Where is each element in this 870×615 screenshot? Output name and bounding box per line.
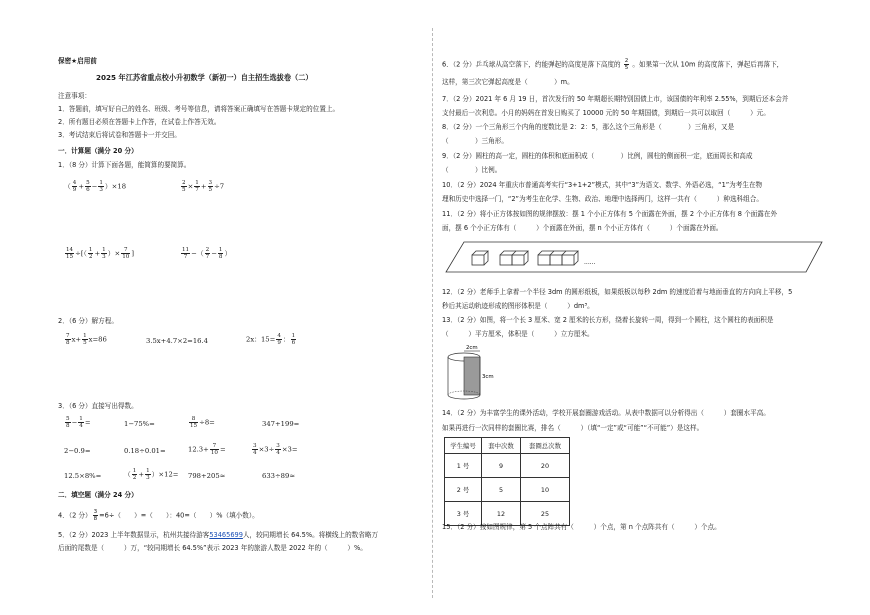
question-4: 4．（2 分） $\frac{3}{8}$ =6÷（ ）=（ ）：40=（ ）%（填小数）。: [58, 509, 259, 522]
question-11-line2: 面，摆 6 个小正方体有（ ）个面露在外面，摆 n 个小正方体有（ ）个面露在外面。: [442, 224, 723, 232]
continuation-dots: ......: [584, 259, 596, 266]
column-divider: [432, 28, 433, 598]
question-5-line1: [58, 531, 378, 539]
question-9-line1: 9．（2 分）圆柱的高一定，圆柱的体积和底面积成（ ）比例，圆柱的侧面积一定，底面周长和高成: [442, 152, 753, 160]
table-header-row: [445, 438, 570, 454]
table-cell: 2 号: [445, 478, 482, 502]
q1-item-4: $\frac{11}{7}$ −（ $\frac{2}{7}$ − $\frac{1}{8}$ ）: [182, 247, 232, 260]
question-15: 15．（2 分）按如图规律，第 5 个点阵共有（ ）个点，第 n 个点阵共有（ ）个点。: [442, 523, 721, 531]
q5-pre: 5．（2 分）2023 上半年数据显示，杭州共接待游客: [58, 531, 210, 539]
height-label: 3cm: [482, 374, 494, 380]
question-14-line1: 14．（2 分）为丰富学生的课外活动，学校开展套圈游戏活动。从表中数据可以分析得出（ ）套圈水平高。: [442, 409, 770, 417]
q5-number: 53465699: [209, 531, 243, 539]
question-11-line1: 11．（2 分）将小正方体按如图的规律摆放：摆 1 个小正方体有 5 个面露在外面，摆 2 个小正方体有 8 个面露在外: [442, 210, 778, 218]
secret-label: 保密★启用前: [58, 57, 97, 65]
table-row: [445, 454, 570, 478]
q3-r1-c1: $\frac{5}{8}$ − $\frac{1}{4}$ =: [66, 416, 91, 429]
table-cell: 25: [521, 502, 570, 526]
question-12-line2: 秒后其运动轨迹形成的图形体积是（ ）dm³。: [442, 302, 594, 310]
cube-group-1: [472, 251, 488, 265]
question-12-line1: 12．（2 分）老师手上拿着一个半径 3dm 的圆形纸板，如果纸板以每秒 2dm 的速度沿着与地面垂直的方向向上平移，5: [442, 288, 793, 296]
question-10-line2: 理和历史中选择一门，“2”为考生在化学、生物、政治、地理中选择两门，这样一共有（ ）种选科组合。: [442, 195, 763, 203]
question-8-line1: 8．（2 分）一个三角形三个内角的度数比是 2：2：5，那么这个三角形是（ ）三角形，又是: [442, 123, 735, 131]
table-header: 学生编号: [445, 438, 482, 454]
question-7-line1: 7．（2 分）2021 年 6 月 19 日，首次发行的 50 年期超长期特别国债上市，该国债的年利率 2.55%，到期后还本会并: [442, 95, 789, 103]
question-13-line2: （ ）平方厘米，体积是（ ）立方厘米。: [442, 330, 594, 338]
q3-r3-c1: 12.5×8%=: [64, 472, 102, 480]
q3-r2-c1: 2−0.9=: [64, 447, 91, 455]
parallelogram-frame: [446, 242, 822, 272]
q2-item-2: 3.5x+4.7×2=16.4: [146, 337, 208, 345]
q1-item-1: （ $\frac{4}{9}$ + $\frac{5}{6}$ − $\frac{1}{3}$ ）×18: [64, 180, 127, 193]
table-cell: 9: [482, 454, 521, 478]
cylinder-figure: [444, 342, 502, 404]
question-9-line2: （ ）比例。: [442, 166, 502, 174]
q3-r3-c2: （ $\frac{1}{2}$ + $\frac{1}{3}$ ）×12=: [124, 468, 179, 481]
table-cell: 10: [521, 478, 570, 502]
rotating-rectangle: [464, 357, 480, 395]
q2-item-3: 2x：15= $\frac{4}{9}$ ： $\frac{1}{6}$: [246, 333, 296, 346]
question-5-line2: 后面的尾数是（ ）万，“较同期增长 64.5%”表示 2023 年的旅游人数是 2022 年的（ ）%。: [58, 544, 367, 552]
q1-item-3: $\frac{14}{15}$ ÷[（ $\frac{1}{2}$ + $\frac{1}{3}$ ）× $\frac{7}{10}$ ]: [66, 247, 134, 260]
question-13-line1: 13．（2 分）如图，将一个长 3 厘米、宽 2 厘米的长方形，绕着长旋转一周，得到一个圆柱，这个圆柱的表面积是: [442, 316, 774, 324]
question-2: 2．（6 分）解方程。: [58, 317, 118, 325]
cube-group-2: [500, 251, 528, 265]
notes-title: 注意事项：: [58, 92, 91, 100]
question-14-line2: 如果再进行一次同样的套圈比赛，排名（ ）（填“一定”或“可能”“不可能”）是这样。: [442, 424, 704, 432]
q3-r3-c3: 798+205≈: [188, 472, 226, 480]
table-cell: 5: [482, 478, 521, 502]
q3-r2-c2: 0.18÷0.01=: [124, 447, 166, 455]
question-10-line1: 10．（2 分）2024 年重庆市普通高考实行“3+1+2”模式，其中“3”为语文、数学、外语必选，“1”为考生在物: [442, 181, 763, 189]
cube-group-3: [538, 251, 578, 265]
table-row: [445, 502, 570, 526]
question-3: 3．（6 分）直接写出得数。: [58, 402, 138, 410]
note-1: 1．答题前，填写好自己的姓名、班级、考号等信息，请将答案正确填写在答题卡规定的位置上。: [58, 105, 340, 113]
score-table: [444, 437, 570, 526]
table-header: 套圈总次数: [521, 438, 570, 454]
question-7-line2: 支付最后一次利息。小月的妈妈在首发日购买了 10000 元的 50 年期国债，到期后一共可以取回（ ）元。: [442, 109, 770, 117]
q3-r1-c3: $\frac{8}{15}$ ÷8=: [190, 416, 215, 429]
table-header: 套中次数: [482, 438, 521, 454]
question-8-line2: （ ）三角形。: [442, 137, 508, 145]
section1-heading: 一．计算题（满分 20 分）: [58, 147, 138, 155]
table-cell: 20: [521, 454, 570, 478]
q3-r2-c4: $\frac{3}{4}$ ×3÷ $\frac{3}{4}$ ×3=: [253, 443, 298, 456]
question-6-line1: 6．（2 分）乒乓球从高空落下，约能弹起的高度是落下高度的 $\frac{2}{5}$ 。如果第一次从 10m 的高度落下，弹起后再落下，: [442, 58, 784, 71]
page-title: 2025 年江苏省重点校小升初数学（新初一）自主招生选拔卷（二）: [96, 73, 313, 82]
note-3: 3．考试结束后将试卷和答题卡一并交回。: [58, 131, 181, 139]
width-label: 2cm: [466, 345, 478, 351]
table-row: [445, 478, 570, 502]
table-cell: 12: [482, 502, 521, 526]
q5-post: 人，较同期增长 64.5%。将横线上的数省略万: [242, 531, 379, 539]
q3-r3-c4: 633÷89≈: [262, 472, 296, 480]
cube-pattern-figure: [442, 238, 830, 276]
q3-r2-c3: 12.3+ $\frac{7}{10}$ =: [188, 443, 226, 456]
question-6-line2: 这样，第三次它弹起高度是（ ）m。: [442, 78, 574, 86]
section2-heading: 二．填空题（满分 24 分）: [58, 491, 138, 499]
table-cell: 3 号: [445, 502, 482, 526]
q3-r1-c2: 1−75%=: [124, 420, 155, 428]
q3-r1-c4: 347+199=: [262, 420, 300, 428]
q2-item-1: $\frac{7}{8}$ x+ $\frac{1}{5}$ x=86: [66, 333, 107, 346]
note-2: 2．所有题目必须在答题卡上作答，在试卷上作答无效。: [58, 118, 221, 126]
table-cell: 1 号: [445, 454, 482, 478]
question-1: 1．（8 分）计算下面各题，能简算的要简算。: [58, 161, 191, 169]
q1-item-2: $\frac{2}{5}$ × $\frac{1}{7}$ + $\frac{3}{5}$ ÷7: [182, 180, 225, 193]
